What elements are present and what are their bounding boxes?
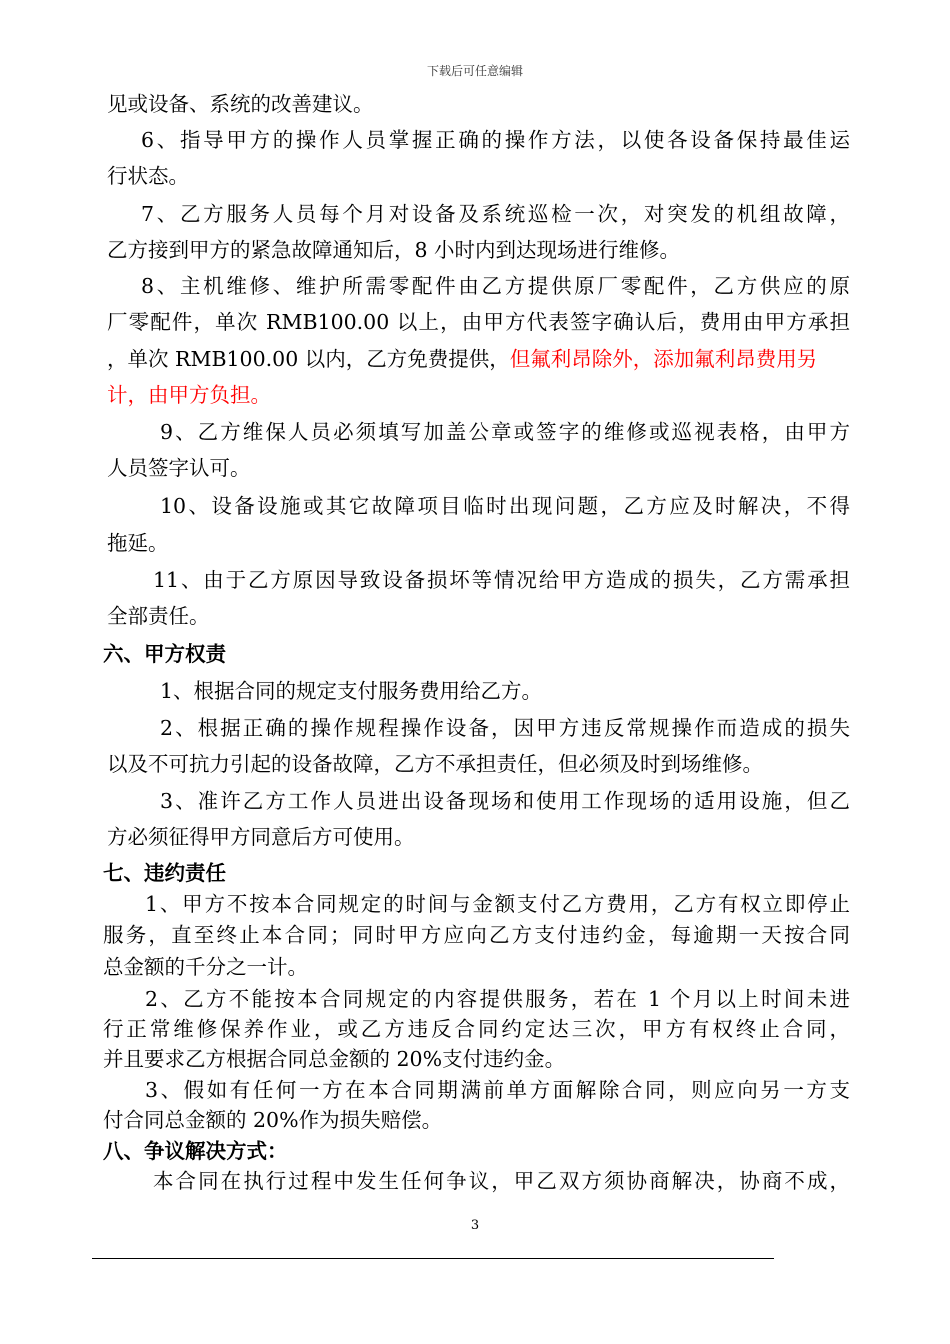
text-line: 拖延。 <box>107 531 169 555</box>
text-line: 总金额的千分之一计。 <box>103 955 308 979</box>
section-heading: 八、争议解决方式： <box>103 1139 288 1163</box>
text-line: 乙方接到甲方的紧急故障通知后，8 小时内到达现场进行维修。 <box>107 238 681 262</box>
text-line: 3、假如有任何一方在本合同期满前单方面解除合同，则应向另一方支 <box>145 1078 850 1102</box>
text-line: 方必须征得甲方同意后方可使用。 <box>107 825 415 849</box>
text-line: 1、甲方不按本合同规定的时间与金额支付乙方费用，乙方有权立即停止 <box>145 892 850 916</box>
text-line: 11、由于乙方原因导致设备损坏等情况给甲方造成的损失，乙方需承担 <box>153 568 850 592</box>
text-line: 1、根据合同的规定支付服务费用给乙方。 <box>160 679 543 703</box>
text-line: 人员签字认可。 <box>107 456 251 480</box>
text-line: 厂零配件，单次 RMB100.00 以上，由甲方代表签字确认后，费用由甲方承担 <box>107 310 850 334</box>
text-line <box>107 344 817 374</box>
text-line: 并且要求乙方根据合同总金额的 20%支付违约金。 <box>103 1047 566 1071</box>
text-line: 付合同总金额的 20%作为损失赔偿。 <box>103 1108 443 1132</box>
text-line: 10、设备设施或其它故障项目临时出现问题，乙方应及时解决，不得 <box>160 494 850 518</box>
text-line: 服务，直至终止本合同；同时甲方应向乙方支付违约金，每逾期一天按合同 <box>103 923 850 947</box>
text-line: 7、乙方服务人员每个月对设备及系统巡检一次，对突发的机组故障， <box>141 202 850 226</box>
footer-divider <box>92 1258 774 1259</box>
text-segment: ，单次 RMB100.00 以内，乙方免费提供， <box>107 347 510 371</box>
text-line: 8、主机维修、维护所需零配件由乙方提供原厂零配件，乙方供应的原 <box>141 274 850 298</box>
text-line: 2、根据正确的操作规程操作设备，因甲方违反常规操作而造成的损失 <box>160 716 850 740</box>
text-line: 9、乙方维保人员必须填写加盖公章或签字的维修或巡视表格，由甲方 <box>160 420 850 444</box>
text-line: 6、指导甲方的操作人员掌握正确的操作方法，以使各设备保持最佳运 <box>141 128 850 152</box>
text-line: 2、乙方不能按本合同规定的内容提供服务，若在 1 个月以上时间未进 <box>145 987 850 1011</box>
highlighted-text: 但氟利昂除外，添加氟利昂费用另 <box>509 347 818 371</box>
section-heading: 六、甲方权责 <box>103 642 226 666</box>
highlighted-text-line: 计，由甲方负担。 <box>107 383 271 407</box>
text-line: 见或设备、系统的改善建议。 <box>107 92 374 116</box>
page-header-note: 下载后可任意编辑 <box>426 64 523 78</box>
section-heading: 七、违约责任 <box>103 861 226 885</box>
text-line: 本合同在执行过程中发生任何争议，甲乙双方须协商解决，协商不成， <box>153 1169 850 1193</box>
text-line: 行正常维修保养作业，或乙方违反合同约定达三次，甲方有权终止合同， <box>103 1017 850 1041</box>
text-line: 行状态。 <box>107 164 189 188</box>
text-line: 全部责任。 <box>107 604 210 628</box>
text-line: 以及不可抗力引起的设备故障，乙方不承担责任，但必须及时到场维修。 <box>107 752 763 776</box>
page-number: 3 <box>470 1218 480 1233</box>
text-line: 3、准许乙方工作人员进出设备现场和使用工作现场的适用设施，但乙 <box>160 789 850 813</box>
